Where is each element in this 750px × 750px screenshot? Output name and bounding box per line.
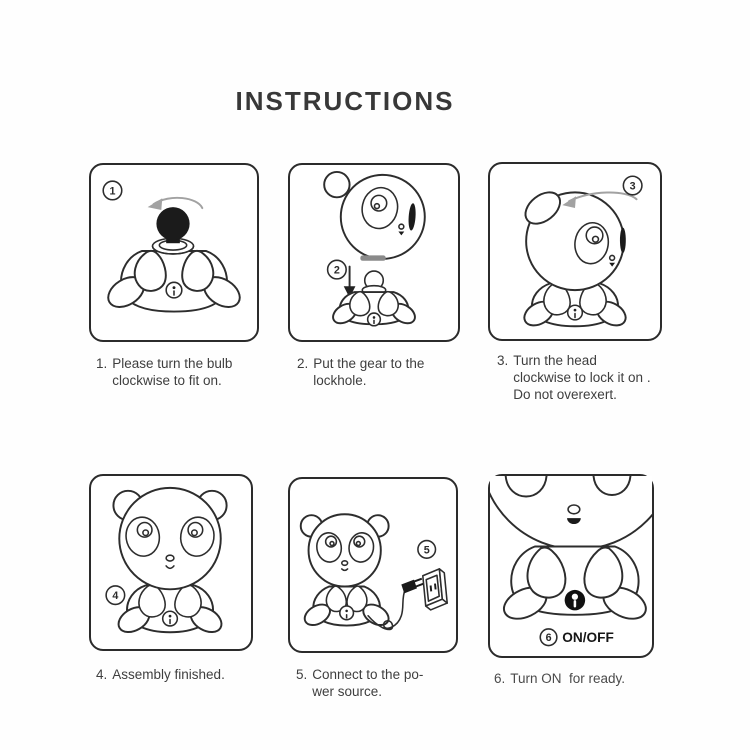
step2-caption <box>297 355 424 389</box>
ear <box>324 172 349 197</box>
on-off-button <box>565 590 585 610</box>
step5-panel <box>288 477 458 653</box>
caption-line: Please turn the bulb <box>112 356 233 371</box>
caption-line: clockwise to fit on. <box>112 373 222 388</box>
caption-line: wer source. <box>312 684 383 699</box>
page-title: INSTRUCTIONS <box>235 86 455 116</box>
step6-illustration <box>490 476 652 656</box>
step3-illustration <box>490 164 660 339</box>
step5-caption-number: 5. <box>296 667 308 682</box>
panda-body <box>330 271 419 327</box>
svg-text:3: 3 <box>629 180 636 193</box>
step3-caption <box>497 352 651 403</box>
step5-caption <box>296 666 423 700</box>
wall-outlet-icon <box>423 569 447 610</box>
step3-caption-number: 3. <box>497 353 509 368</box>
svg-text:1: 1 <box>109 185 116 198</box>
gear-connector <box>360 255 385 260</box>
switch-label: ON/OFF <box>562 630 614 646</box>
panda-head <box>301 514 389 586</box>
step1-illustration <box>91 165 257 340</box>
step2-caption-number: 2. <box>297 356 309 371</box>
step4-panel <box>89 474 253 651</box>
caption-line: lockhole. <box>313 373 367 388</box>
panda-body <box>103 251 245 313</box>
step4-caption-number: 4. <box>96 667 108 682</box>
step4-illustration <box>91 476 251 649</box>
step4-caption <box>96 666 225 683</box>
step2-panel <box>288 163 460 342</box>
step-number-badge <box>106 586 125 605</box>
step6-caption-number: 6. <box>494 671 506 686</box>
on-off-label <box>540 629 614 646</box>
caption-line: Do not overexert. <box>513 387 617 402</box>
caption-line: Turn ON for ready. <box>510 671 626 686</box>
panda-head <box>113 488 226 589</box>
eye <box>586 227 603 244</box>
step1-caption-number: 1. <box>96 356 108 371</box>
step1-caption <box>96 355 232 389</box>
panda-body <box>301 586 392 629</box>
panda-head <box>490 476 652 549</box>
step5-illustration <box>290 479 456 651</box>
step2-illustration <box>290 165 458 340</box>
step-number-badge <box>103 181 122 200</box>
svg-text:2: 2 <box>333 264 340 277</box>
step-number-badge <box>328 260 347 279</box>
step6-caption <box>494 670 625 687</box>
caption-line: Assembly finished. <box>112 667 225 682</box>
power-plug-icon <box>401 579 423 594</box>
caption-line: Put the gear to the <box>313 356 425 371</box>
svg-text:4: 4 <box>112 590 119 603</box>
caption-line: Connect to the po- <box>312 667 424 682</box>
panda-body <box>499 546 651 624</box>
panda-body <box>114 585 226 637</box>
step-number-badge <box>418 541 436 559</box>
svg-text:5: 5 <box>423 544 430 557</box>
svg-text:6: 6 <box>545 632 552 645</box>
step1-panel <box>89 163 259 342</box>
caption-line: clockwise to lock it on . <box>513 370 651 385</box>
side-eye-patch <box>620 228 626 253</box>
caption-line: Turn the head <box>513 353 597 368</box>
step3-panel <box>488 162 662 341</box>
panda-head <box>324 172 425 261</box>
step-number-badge <box>623 176 642 195</box>
step6-panel <box>488 474 654 658</box>
